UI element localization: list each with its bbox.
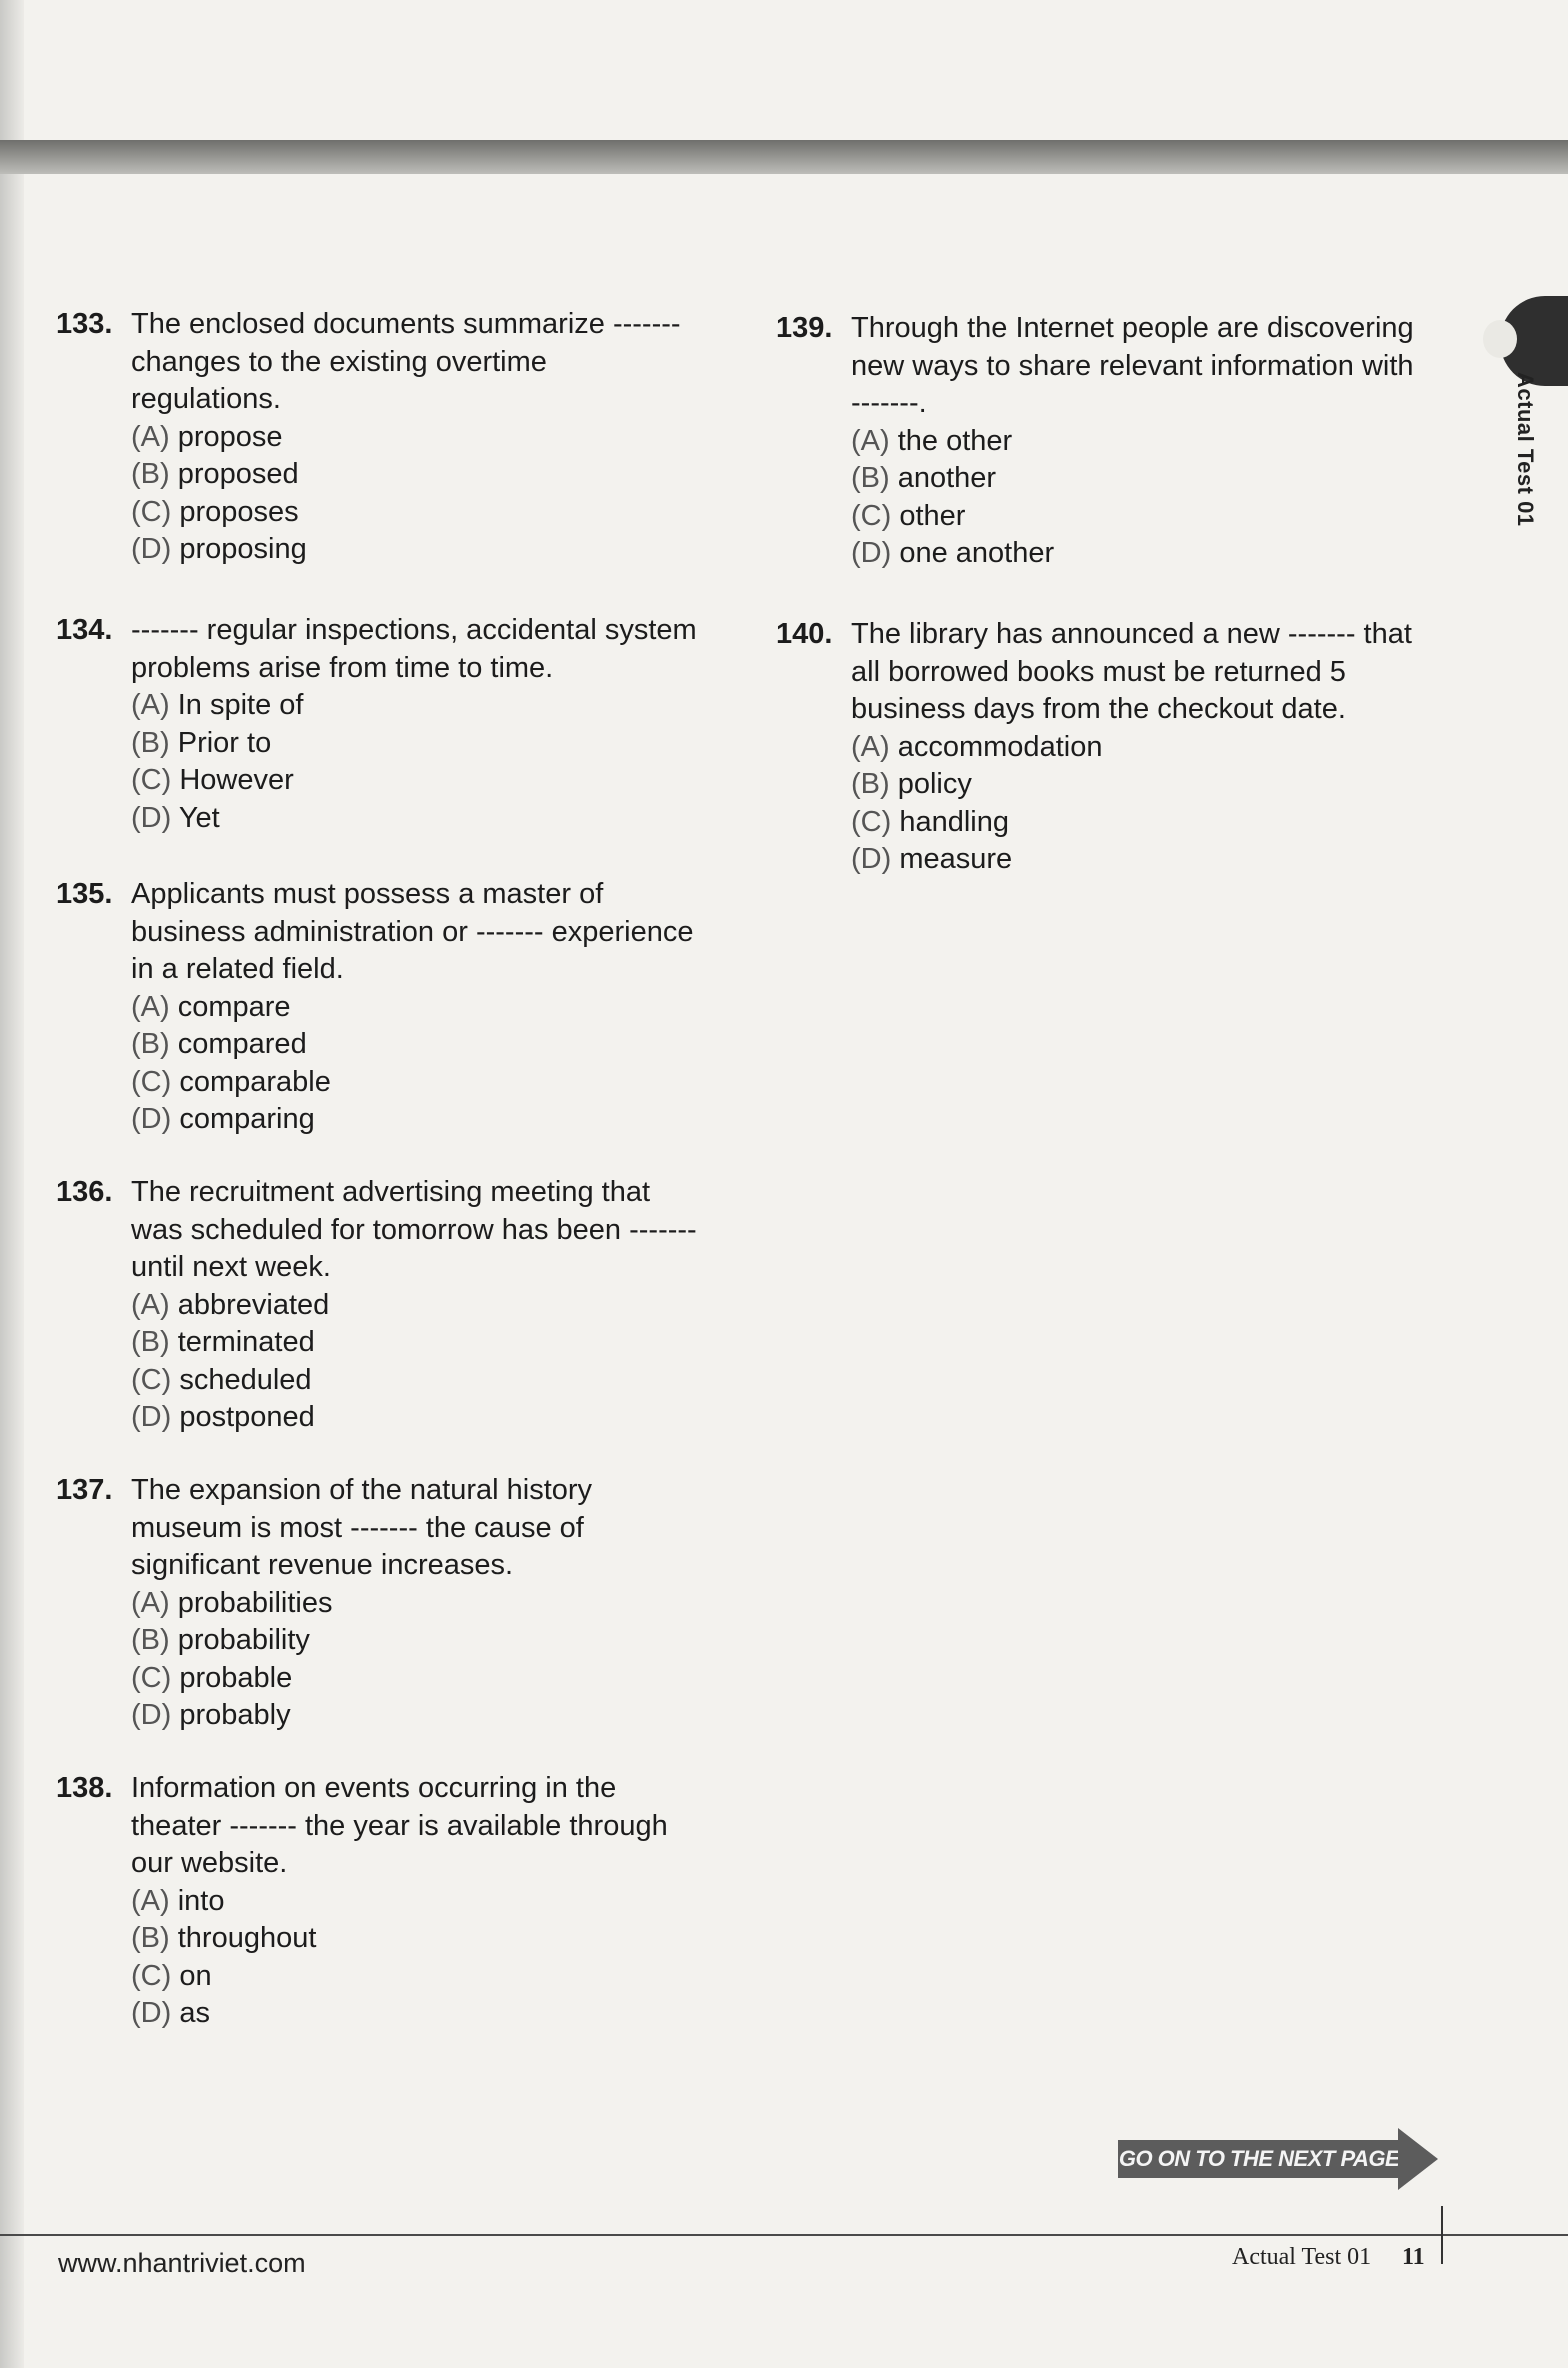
question-134 bbox=[56, 612, 697, 837]
footer-url: www.nhantriviet.com bbox=[58, 2248, 306, 2278]
option-letter: (C) bbox=[851, 805, 892, 838]
option-text: proposes bbox=[179, 495, 299, 528]
option-d[interactable] bbox=[851, 535, 1414, 573]
option-c[interactable] bbox=[131, 1958, 668, 1996]
option-c[interactable] bbox=[851, 804, 1412, 842]
option-a[interactable] bbox=[131, 989, 693, 1027]
option-letter: (A) bbox=[131, 1586, 170, 1619]
question-133 bbox=[56, 306, 681, 569]
answer-options bbox=[776, 423, 1414, 573]
option-letter: (B) bbox=[131, 458, 170, 490]
option-b[interactable] bbox=[131, 1026, 693, 1064]
option-text: proposed bbox=[177, 458, 299, 490]
option-text: policy bbox=[897, 768, 972, 800]
option-text: other bbox=[899, 499, 966, 532]
question-number: 140. bbox=[776, 618, 833, 650]
footer-vertical-rule bbox=[1441, 2206, 1443, 2264]
option-letter: (B) bbox=[131, 1922, 170, 1954]
option-letter: (A) bbox=[131, 1884, 170, 1917]
option-a[interactable] bbox=[131, 1585, 592, 1623]
option-letter: (A) bbox=[851, 424, 890, 457]
option-d[interactable] bbox=[131, 1995, 668, 2033]
question-stem: The recruitment advertising meeting that was scheduled for tomorrow has been ------- until next week. bbox=[131, 1176, 697, 1283]
question-number: 136. bbox=[56, 1176, 113, 1208]
option-text: In spite of bbox=[177, 689, 304, 721]
option-letter: (A) bbox=[131, 689, 170, 721]
option-letter: (C) bbox=[131, 1363, 172, 1396]
answer-options bbox=[56, 1287, 697, 1437]
option-d[interactable] bbox=[131, 1399, 697, 1437]
option-text: accommodation bbox=[897, 730, 1103, 763]
option-text: proposing bbox=[179, 533, 307, 565]
option-text: comparing bbox=[179, 1103, 315, 1135]
option-text: propose bbox=[177, 420, 283, 453]
option-letter: (C) bbox=[131, 495, 172, 528]
footer-test-name: Actual Test 01 bbox=[1232, 2244, 1372, 2270]
option-b[interactable] bbox=[131, 1920, 668, 1958]
option-b[interactable] bbox=[131, 456, 681, 494]
question-number: 139. bbox=[776, 312, 833, 344]
option-text: the other bbox=[897, 424, 1013, 457]
option-a[interactable] bbox=[131, 419, 681, 457]
option-letter: (C) bbox=[131, 1959, 172, 1992]
option-text: probably bbox=[179, 1699, 291, 1731]
question-stem: Applicants must possess a master of business administration or ------- experience in a related field. bbox=[131, 878, 694, 985]
option-c[interactable] bbox=[131, 1064, 693, 1102]
footer-divider bbox=[0, 2234, 1568, 2236]
option-letter: (B) bbox=[131, 1624, 170, 1656]
option-d[interactable] bbox=[131, 1697, 592, 1735]
option-a[interactable] bbox=[131, 1883, 668, 1921]
option-text: postponed bbox=[179, 1401, 315, 1433]
page-edge-shadow bbox=[0, 0, 24, 2368]
question-stem: ------- regular inspections, accidental system problems arise from time to time. bbox=[131, 614, 697, 684]
option-letter: (B) bbox=[131, 1326, 170, 1358]
option-letter: (B) bbox=[851, 462, 890, 494]
option-b[interactable] bbox=[131, 1324, 697, 1362]
page-number: 11 bbox=[1402, 2244, 1425, 2270]
answer-options bbox=[56, 989, 693, 1139]
question-number: 133. bbox=[56, 308, 113, 340]
option-c[interactable] bbox=[131, 1660, 592, 1698]
option-letter: (D) bbox=[131, 1103, 172, 1135]
option-a[interactable] bbox=[131, 687, 697, 725]
option-c[interactable] bbox=[131, 762, 697, 800]
answer-options bbox=[56, 419, 681, 569]
question-136 bbox=[56, 1174, 697, 1437]
option-b[interactable] bbox=[131, 725, 697, 763]
option-letter: (D) bbox=[131, 1997, 172, 2029]
option-letter: (C) bbox=[131, 1065, 172, 1098]
option-a[interactable] bbox=[131, 1287, 697, 1325]
option-letter: (D) bbox=[851, 537, 892, 569]
question-137 bbox=[56, 1472, 592, 1735]
option-letter: (B) bbox=[131, 1028, 170, 1060]
mascot-icon bbox=[1483, 320, 1517, 358]
option-text: Yet bbox=[178, 801, 220, 834]
option-letter: (C) bbox=[131, 1661, 172, 1694]
option-text: one another bbox=[899, 537, 1055, 569]
option-text: comparable bbox=[179, 1065, 331, 1098]
question-number: 135. bbox=[56, 878, 113, 910]
option-text: Prior to bbox=[177, 726, 272, 759]
option-text: compare bbox=[177, 990, 291, 1023]
option-text: throughout bbox=[177, 1922, 317, 1954]
option-letter: (A) bbox=[131, 1288, 170, 1321]
question-stem: The enclosed documents summarize ------- changes to the existing overtime regulations. bbox=[131, 308, 681, 415]
option-b[interactable] bbox=[851, 460, 1414, 498]
option-c[interactable] bbox=[851, 498, 1414, 536]
option-a[interactable] bbox=[851, 729, 1412, 767]
option-letter: (B) bbox=[131, 726, 170, 759]
next-page-label: GO ON TO THE NEXT PAGE bbox=[1118, 2140, 1400, 2178]
option-text: However bbox=[179, 764, 294, 796]
question-stem: Information on events occurring in the theater ------- the year is available through our website. bbox=[131, 1772, 668, 1879]
option-text: probable bbox=[179, 1661, 293, 1694]
option-text: probabilities bbox=[177, 1586, 333, 1619]
option-d[interactable] bbox=[131, 531, 681, 569]
option-b[interactable] bbox=[851, 766, 1412, 804]
option-text: into bbox=[177, 1884, 225, 1917]
option-letter: (D) bbox=[131, 533, 172, 565]
option-letter: (D) bbox=[851, 843, 892, 875]
option-c[interactable] bbox=[131, 1362, 697, 1400]
option-letter: (D) bbox=[131, 801, 172, 834]
option-d[interactable] bbox=[851, 841, 1412, 879]
answer-options bbox=[776, 729, 1412, 879]
option-letter: (A) bbox=[131, 420, 170, 453]
option-d[interactable] bbox=[131, 800, 697, 838]
answer-options bbox=[56, 1585, 592, 1735]
question-135 bbox=[56, 876, 693, 1139]
option-letter: (C) bbox=[131, 764, 172, 796]
answer-options bbox=[56, 687, 697, 837]
answer-options bbox=[56, 1883, 668, 2033]
option-b[interactable] bbox=[131, 1622, 592, 1660]
header-band bbox=[0, 140, 1568, 174]
option-a[interactable] bbox=[851, 423, 1414, 461]
option-letter: (A) bbox=[131, 990, 170, 1023]
option-letter: (C) bbox=[851, 499, 892, 532]
next-page-button[interactable] bbox=[1118, 2128, 1438, 2190]
question-stem: The expansion of the natural history museum is most ------- the cause of significant revenue increases. bbox=[131, 1474, 593, 1581]
side-tab-label: Actual Test 01 bbox=[1513, 372, 1538, 527]
option-text: handling bbox=[899, 805, 1009, 838]
arrow-right-icon bbox=[1398, 2128, 1438, 2190]
option-text: compared bbox=[177, 1028, 307, 1060]
option-letter: (D) bbox=[131, 1699, 172, 1731]
option-text: probability bbox=[177, 1624, 310, 1656]
option-text: on bbox=[179, 1959, 212, 1992]
option-letter: (A) bbox=[851, 730, 890, 763]
question-140 bbox=[776, 616, 1412, 879]
question-number: 134. bbox=[56, 614, 113, 646]
option-letter: (D) bbox=[131, 1401, 172, 1433]
option-text: measure bbox=[899, 843, 1013, 875]
question-139 bbox=[776, 310, 1414, 573]
option-text: another bbox=[897, 462, 997, 494]
option-text: terminated bbox=[177, 1326, 315, 1358]
question-stem: The library has announced a new ------- that all borrowed books must be returned 5 business days from the checkout date. bbox=[851, 618, 1412, 725]
option-text: abbreviated bbox=[177, 1288, 330, 1321]
question-stem: Through the Internet people are discovering new ways to share relevant information with -------. bbox=[851, 312, 1414, 419]
option-letter: (B) bbox=[851, 768, 890, 800]
question-number: 138. bbox=[56, 1772, 113, 1804]
option-d[interactable] bbox=[131, 1101, 693, 1139]
option-c[interactable] bbox=[131, 494, 681, 532]
option-text: scheduled bbox=[179, 1363, 312, 1396]
question-138 bbox=[56, 1770, 668, 2033]
option-text: as bbox=[179, 1997, 210, 2029]
question-number: 137. bbox=[56, 1474, 113, 1506]
